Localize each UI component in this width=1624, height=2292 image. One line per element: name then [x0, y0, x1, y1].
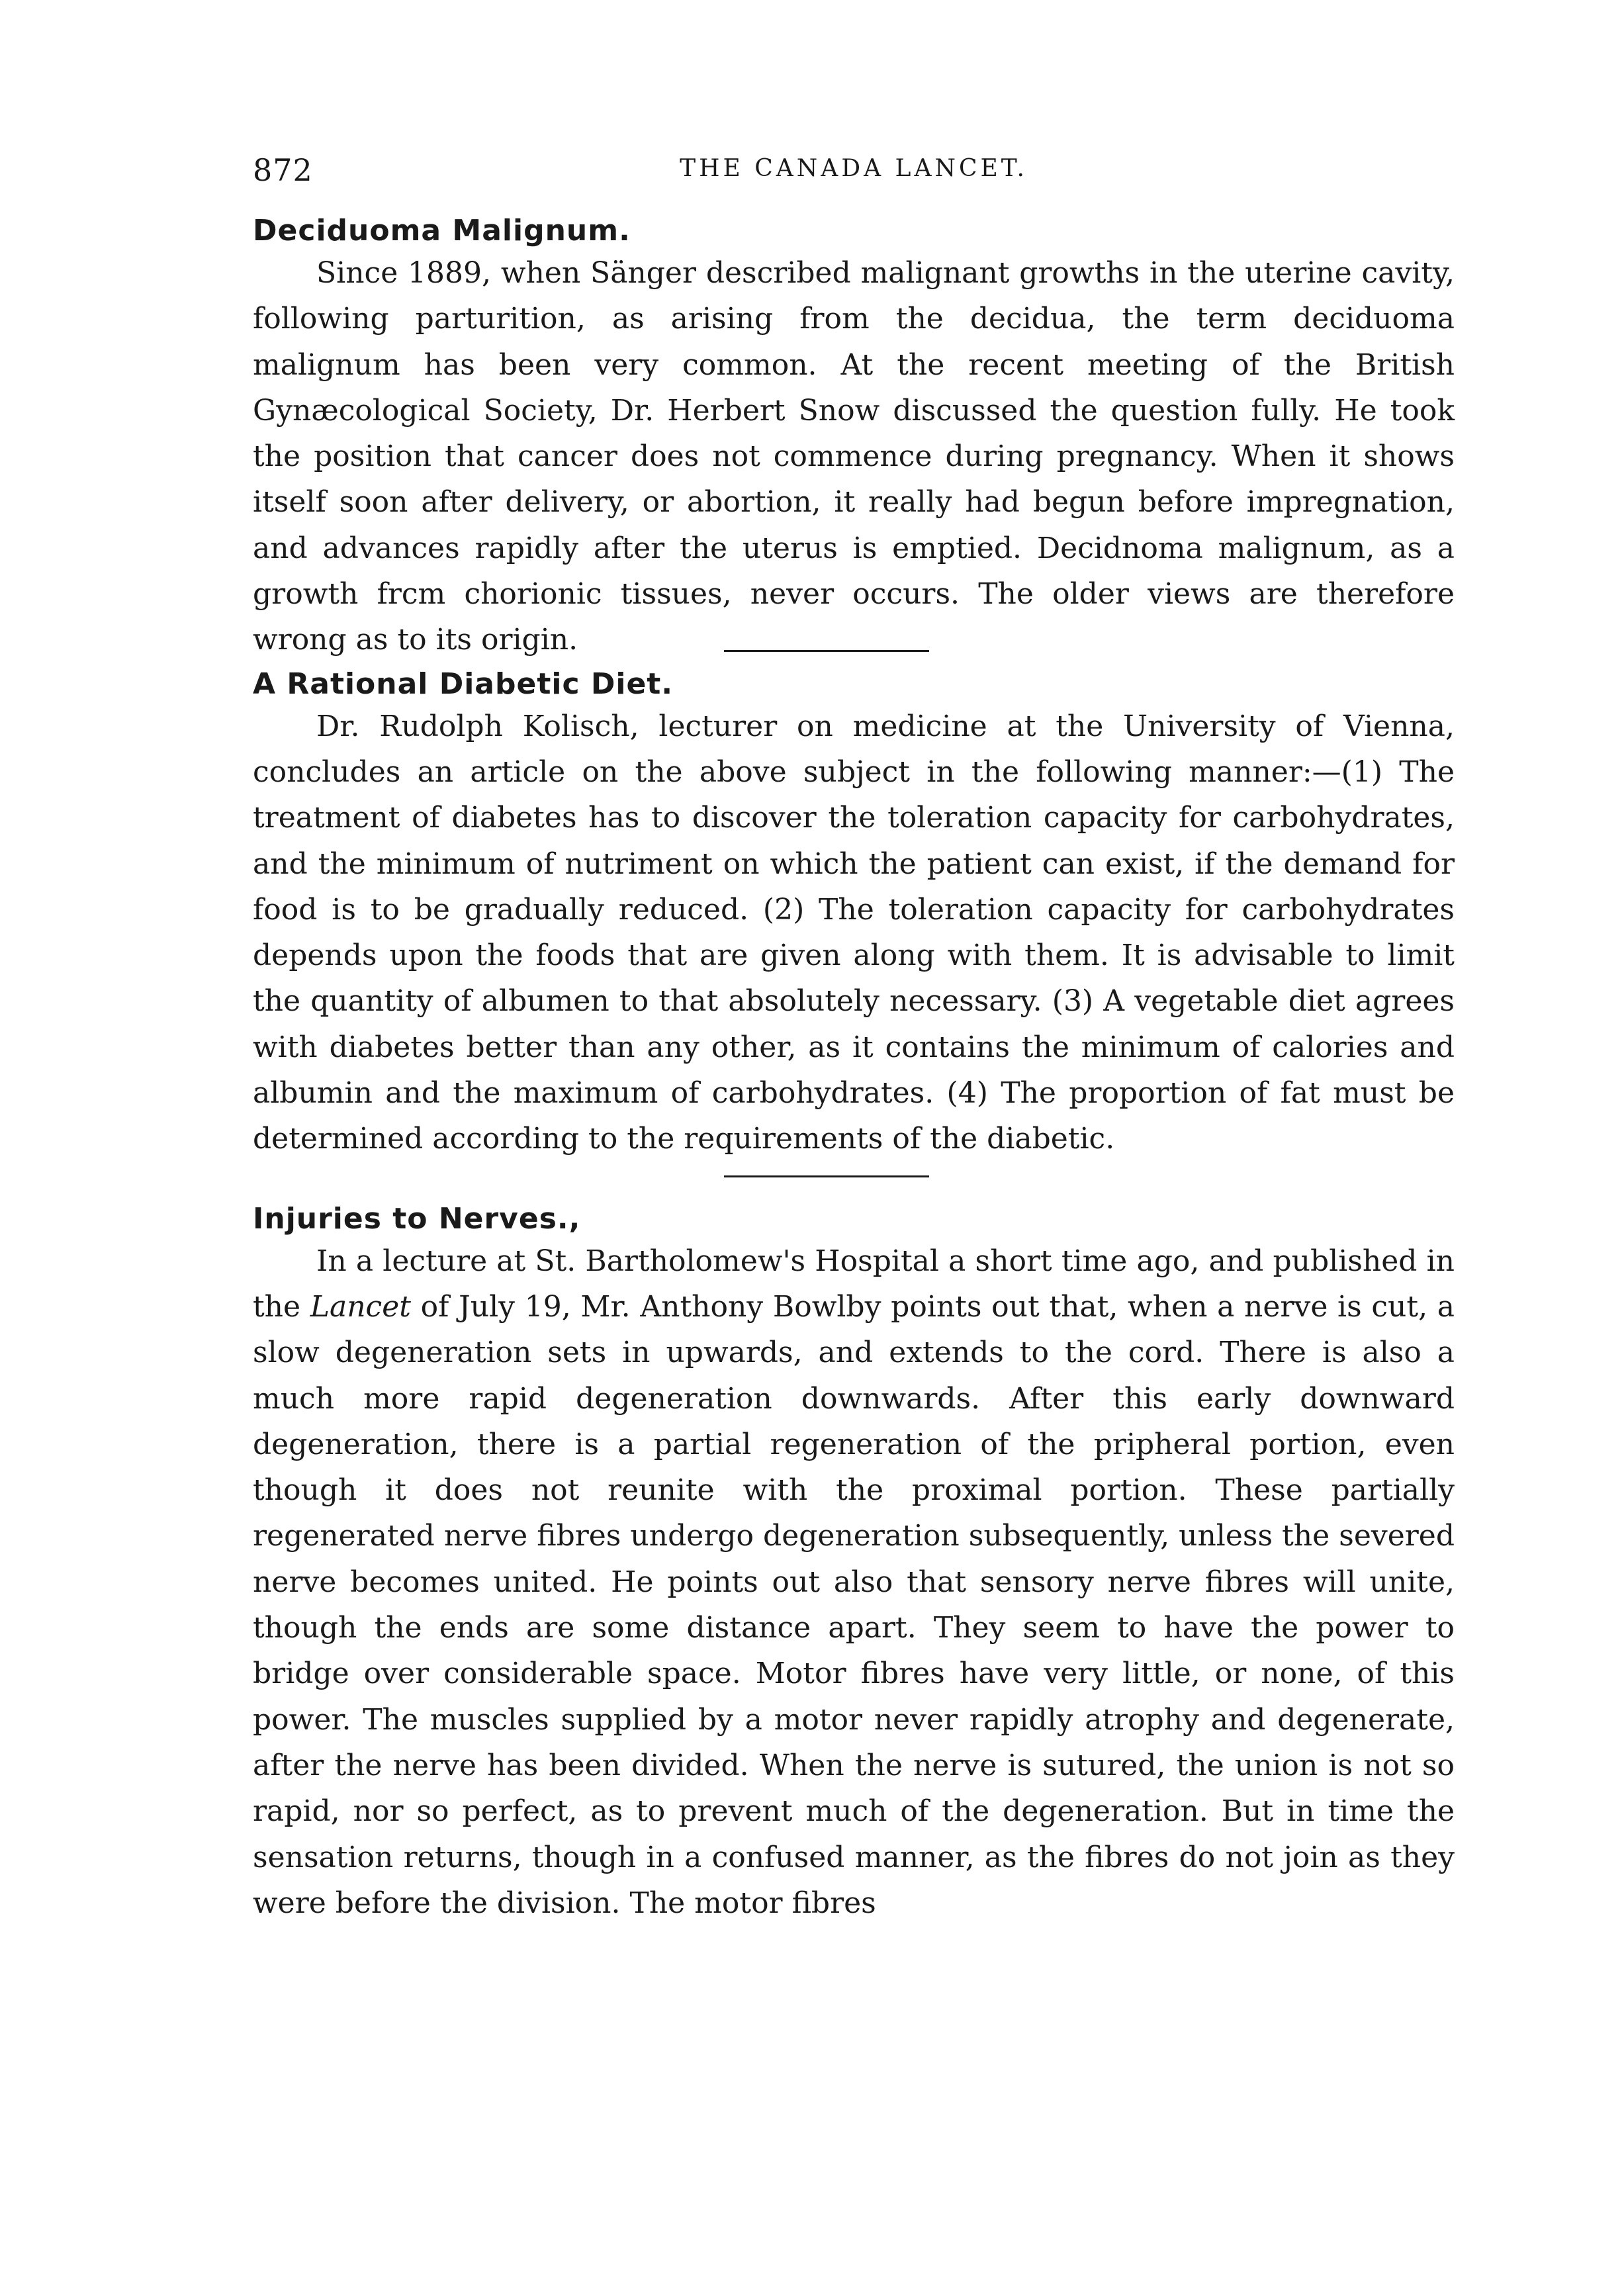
- article-rational-diabetic-diet: [253, 665, 1455, 1162]
- article-injuries-to-nerves: [253, 1200, 1455, 1926]
- section-heading: A Rational Diabetic Diet.: [253, 666, 674, 701]
- journal-name-italic: Lancet: [310, 1289, 411, 1324]
- page-number: 872: [253, 152, 313, 188]
- running-head: [253, 152, 1455, 212]
- article-deciduoma-malignum: [253, 212, 1455, 663]
- paragraph-text: of July 19, Mr. Anthony Bowlby points out that, when a nerve is cut, a slow degeneration sets in upwards, and extends to the cord. There is also a much more rapid degeneration downwards. After this early downward degeneration, there is a partial regeneration of the pripheral portion, even though it does not reunite with the proximal portion. These partially regenerated nerve fibres undergo degeneration subsequently, unless the severed nerve becomes united. He points out also that sensory nerve fibres will unite, though the ends are some distance apart. They seem to have the power to bridge over considerable space. Motor fibres have very little, or none, of this power. The muscles supplied by a motor never rapidly atrophy and degenerate, after the nerve has been divided. When the nerve is sutured, the union is not so rapid, nor so perfect, as to prevent much of the degeneration. But in time the sensation returns, though in a confused manner, as the fibres do not join as they were before the division. The motor fibres: [253, 1289, 1455, 1920]
- section-heading: Deciduoma Malignum.: [253, 214, 631, 248]
- section-divider: [724, 1175, 929, 1177]
- article-paragraph: Since 1889, when Sänger described malignant growths in the uterine cavity, following parturition, as arising from the decidua, the term deciduoma malignum has been very common. At the recent meeting of the British Gynæcological Society, Dr. Herbert Snow discussed the question fully. He took the position that cancer does not commence during pregnancy. When it shows itself soon after delivery, or abortion, it really had begun before impregnation, and advances rapidly after the uterus is emptied. Decidnoma malignum, as a growth frcm chorionic tissues, never occurs. The older views are therefore wrong as to its origin.: [253, 256, 1455, 657]
- article-paragraph: [253, 1238, 1455, 1926]
- section-divider: [724, 650, 929, 652]
- section-heading: Injuries to Nerves.,: [253, 1201, 581, 1236]
- paragraph-text: In a lecture at St. Bartholomew's Hospital a short time ago, and published in the: [253, 1244, 1455, 1324]
- article-paragraph: Dr. Rudolph Kolisch, lecturer on medicine at the University of Vienna, concludes an article on the above subject in the following manner:—(1) The treatment of diabetes has to discover the toleration capacity for carbohydrates, and the minimum of nutriment on which the patient can exist, if the demand for food is to be gradually reduced. (2) The toleration capacity for carbohydrates depends upon the foods that are given along with them. It is advisable to limit the quantity of albumen to that absolutely necessary. (3) A vegetable diet agrees with diabetes better than any other, as it contains the minimum of calories and albumin and the maximum of carbohydrates. (4) The proportion of fat must be determined according to the requirements of the diabetic.: [253, 709, 1455, 1156]
- journal-title: THE CANADA LANCET.: [680, 155, 1028, 182]
- journal-page: [253, 152, 1455, 1926]
